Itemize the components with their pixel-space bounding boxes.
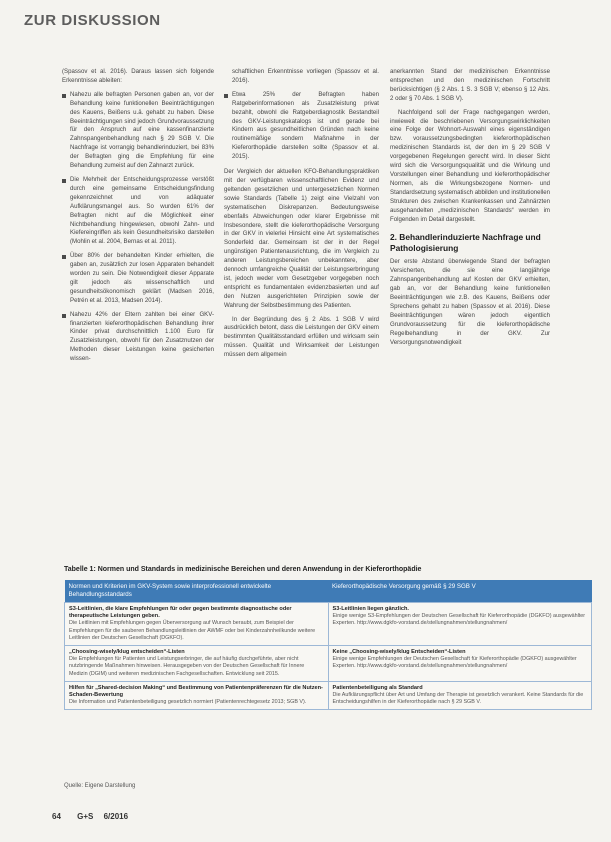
table-cell [328, 646, 592, 682]
text-column-1 [62, 68, 214, 369]
table-cell [65, 646, 329, 682]
table-cell [328, 603, 592, 646]
body-paragraph: Der Vergleich der aktuellen KFO-Behandlungspraktiken mit der verfügbaren wissenschaftlichen Evidenz und geltenden gesetzlichen und untergesetzlichen Normen sowie Standards (Tabelle 1) zeigt eine Vielzahl von systematischen Diskrepanzen. Bedeutungsweise ebenfalls Abweichungen oder klarer Ergebnisse mit Insbesondere, stellt die kieferorthopädische Versorgung in der GKV in vielerlei Hinsicht eine Art systematisches Sonderfeld dar. Gemeinsam ist der in der Regel ungünstigen Patientenausrichtung, die im Vergleich zu anderen Leistungsbereichen unbekanntere, aber dennoch umfangreiche Qualität der Leistungserbringung ist, jedoch weder vom Gesetzgeber vorgegeben noch entspricht es fundamentalen evidenzbasierten und auf den Nutzen ausgerichteten Prinzipien sowie der Wahrung der Selbstbestimmung des Patienten. [224, 168, 379, 309]
cell-title: Keine „Choosing-wisely/klug Entscheiden“-Listen [332, 649, 466, 656]
finding-item: Etwa 25% der Befragten haben Ratgeberinformationen als Zusatzleistung privat bezahlt, obwohl die Ratgeberdiagnostik Bestandteil des GKV-Leistungskatalogs ist und gerade bei Kindern aus gesundheitlichen Gründen nach keine routinemäßige sondern Maßnahme in der Kieferorthopädie darstellen sollte (Spassov et al. 2015). [224, 91, 379, 162]
table-header-right: Kieferorthopädische Versorgung gemäß § 29 SGB V [328, 580, 592, 603]
table-cell [65, 603, 329, 646]
findings-list [62, 91, 214, 364]
cell-title: S3-Leitlinien, die klare Empfehlungen für oder gegen bestimmte diagnostische oder therapeutische Leistungen geben. [69, 606, 292, 620]
page-number: 64 [52, 812, 61, 821]
column-intro: (Spassov et al. 2016). Daraus lassen sich folgende Erkenntnisse ableiten: [62, 68, 214, 84]
cell-desc: Einige wenige S3-Empfehlungen der Deutschen Gesellschaft für Kieferorthopädie (DGKFO) ausgewählter Experten. http://www.dgkfo-vorstand.de/stellungnahmen/stellungnahmen/ [332, 613, 586, 627]
cell-desc: Die Aufklärungspflicht über Art und Umfang der Therapie ist gesetzlich verankert. Keine Standards für die Entscheidungshilfen in der Kieferorthopädie nach § 29 SGB V. [332, 692, 584, 706]
cell-title: Patientenbeteiligung als Standard [332, 684, 423, 691]
table-row [65, 681, 592, 710]
text-column-3 [390, 68, 550, 352]
page-header: ZUR DISKUSSION [24, 12, 161, 29]
finding-item: Die Mehrheit der Entscheidungsprozesse verstößt durch eine gemeinsame Entscheidungsfindung gekennzeichnet und von adäquater Aufklärungsmangel aus. So wurden 61% der Befragten nicht auf die Möglichkeit einer Nichtbehandlung hingewiesen, obwohl Zahn- und Kiefereingriffen als kein Gesundheitsrisiko darstellen (Mohlin et al. 2004, Bernas et al. 2011). [62, 176, 214, 247]
cell-desc: Einige wenige Empfehlungen der Deutschen Gesellschaft für Kieferorthopädie (DGKFO) ausgewählter Experten. http://www.dgkfo-vorstand.de/stellungnahmen/stellungnahmen/ [332, 656, 577, 670]
issue-label: 6/2016 [103, 812, 129, 821]
findings-list-2 [224, 91, 379, 162]
body-paragraph: Der erste Abstand überwiegende Stand der befragten Versicherten, die sie eine langjährige Zahnspangenbehandlung auf Kosten der GKV erhielten, gab an, vor der Behandlung keine funktionellen Beeinträchtigungen wie z.B. des Kauens, Beißens oder Sprechens gehabt zu haben (Spassov et al. 2016). Diese Beeinträchtigungen wären jedoch eigentlich Grundvoraussetzung für die kieferorthopädische Regelbehandlung in der GKV. Zur Versorgungsnotwendigkeit [390, 258, 550, 346]
table-caption: Tabelle 1: Normen und Standards in medizinische Bereichen und deren Anwendung in der Kieferorthopädie [64, 566, 422, 573]
table-source: Quelle: Eigene Darstellung [64, 783, 136, 789]
finding-item: Über 80% der behandelten Kinder erhielten, die gaben an, zusätzlich zur losen Apparaten behandelt worden zu sein. Die Notwendigkeit dieser Apparate gilt jedoch als wissenschaftlich und gesundheitsökonomisch geklärt (Madsen 2016, Petrén et al. 2013, Madsen 2014). [62, 252, 214, 305]
cell-title: S3-Leitlinien liegen gänzlich. [332, 606, 409, 612]
norms-table [64, 580, 592, 710]
table-row [65, 646, 592, 682]
cell-title: „Choosing-wisely/klug entscheiden“-Listen [69, 649, 185, 656]
table-cell [65, 681, 329, 710]
cell-title: Hilfen für „Shared-decision Making“ und Bestimmung von Patientenpräferenzen für die Nutzen-Schaden-Bewertung [69, 684, 323, 699]
body-paragraph: anerkannten Stand der medizinischen Erkenntnisse entsprechen und den medizinischen Fortschritt berücksichtigen (§ 2 Abs. 1 S. 3 SGB V; ebenso § 12 Abs. 2 oder § 70 Abs. 1 SGB V). [390, 68, 550, 102]
cell-desc: Die Information und Patientenbeteiligung gesetzlich normiert (Patientenrechtegesetz 2013; SGB V). [69, 699, 307, 706]
table-header-row [65, 580, 592, 603]
table-cell [328, 681, 592, 710]
cell-desc: Die Empfehlungen für Patienten und Leistungserbringer, die auf häufig durchgeführte, aber nicht nutzbringende Maßnahmen hinweisen. Herausgegeben von der Deutschen Gesellschaft für Innere Medizin (DGIM) und weiteren medizinischen Fachgesellschaften. Entwicklung seit 2015. [69, 656, 305, 677]
finding-item: Nahezu 42% der Eltern zahlten bei einer GKV-finanzierten kieferorthopädischen Behandlung ihrer Kinder privat durchschnittlich 1.100 Euro für Zusatzleistungen, obwohl für den Zusatznutzen der Methoden dieser Leistungen keine gesicherten wissen- [62, 311, 214, 364]
bullet-continuation: schaftlichen Erkenntnisse vorliegen (Spassov et al. 2016). [232, 68, 379, 84]
body-paragraph: In der Begründung des § 2 Abs. 1 SGB V wird ausdrücklich betont, dass die Leistungen der GKV einem bestimmten Qualitätsstandard erfüllen und wirksam sein müssen. Qualität und Wirksamkeit der Leistungen müssen dem allgemein [224, 315, 379, 359]
body-paragraph: Nachfolgend soll der Frage nachgegangen werden, inwieweit die beschriebenen Versorgungswirklichkeiten eine Folge der Wohnort-Auswahl eines eigenständigen bzw. voraussetzungsbedingten kieferorthopädischen medizinischen Standards ist, der den im § 29 SGB V vorgegebenen Regelungen gerecht wird. In dieser Sicht wird sich die Versorgungsqualität und die Wirkung und Vorstellungen einer Behandlung und kieferorthopädischer Normen, als die Wirkungsbezogene Normen- und Standardsetzung systematisch abbilden und institutionellen Strukturen des zwischen Krankenkassen und Zahnärzten ausgehandelten „medizinischen Standards“ werden im Folgenden im Detail dargestellt. [390, 108, 550, 223]
table-header-left: Normen und Kriterien im GKV-System sowie interprofessionell entwickelte Behandlungsstandards [65, 580, 329, 603]
table-row [65, 603, 592, 646]
finding-item: Nahezu alle befragten Personen gaben an, vor der Behandlung keine funktionellen Beeinträchtigungen des Kauens, Beißens u.ä. gehabt zu haben. Diese Beeinträchtigungen sind jedoch Grundvoraussetzung für den Anspruch auf eine kassenfinanzierte Zahnspangenbehandlung nach § 29 SGB V. Die Nachfrage ist vorrangig behandlerinduziert, bei 83% der Befragten ging die Empfehlung für eine Behandlung zumeist auf den Zahnarzt zurück. [62, 91, 214, 171]
text-column-2 [224, 68, 379, 365]
page-footer [52, 812, 128, 821]
magazine-name: G+S [77, 812, 94, 821]
section-heading: 2. Behandlerinduzierte Nachfrage und Pathologisierung [390, 232, 541, 253]
cell-desc: Die Leitlinien mit Empfehlungen gegen Überversorgung auf Wunsch beraubt, zum Beispiel der Empfehlungen für die sauberen Behandlungsleitlinien der AWMF oder bei Kinderzahnheilkunde weitere Leitlinien der Deutschen Gesellschaft (DGKFO). [69, 620, 316, 641]
